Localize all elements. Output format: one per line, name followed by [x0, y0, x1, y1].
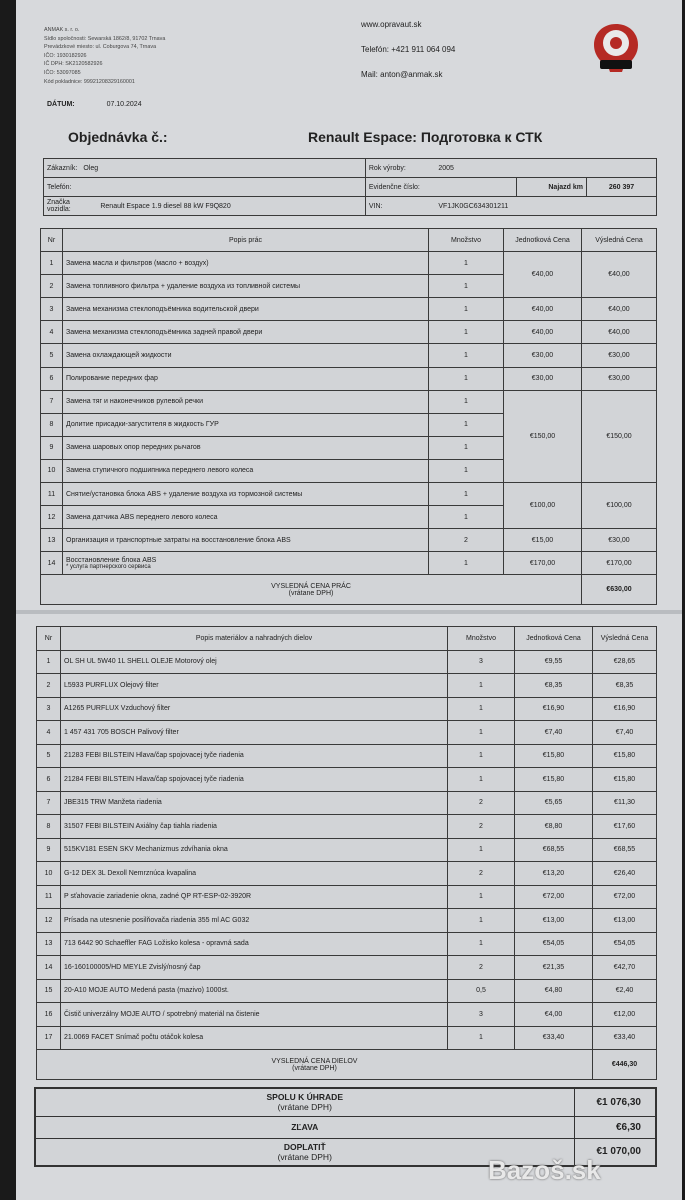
row-nr: 6 [37, 768, 61, 792]
total-sub-text: (vrátane DPH) [288, 589, 334, 597]
logo-banner [600, 60, 632, 69]
row-qty: 1 [429, 367, 504, 390]
table-row [37, 956, 657, 980]
row-qty: 1 [448, 909, 515, 933]
row-total: €40,00 [582, 252, 657, 298]
row-unit: €170,00 [504, 552, 582, 575]
row-nr: 13 [37, 932, 61, 956]
row-total: €40,00 [582, 298, 657, 321]
table-row [37, 815, 657, 839]
row-desc: G-12 DEX 3L Dexoll Nemrznúca kvapalina [61, 862, 448, 886]
table-row [41, 344, 657, 367]
row-total: €100,00 [582, 483, 657, 529]
table-row [41, 483, 657, 506]
col-qty: Množstvo [429, 229, 504, 252]
sum-row [35, 1088, 656, 1116]
contact-info [361, 20, 455, 95]
row-desc: Снятие/установка блока ABS + удаление воздуха из тормозной системы [63, 483, 429, 506]
row-total: €42,70 [593, 956, 657, 980]
row-qty: 2 [448, 791, 515, 815]
row-unit: €4,00 [515, 1003, 593, 1027]
row-desc: Замена ступичного подшипника переднего левого колеса [63, 459, 429, 482]
phone: Telefón: +421 911 064 094 [361, 45, 456, 54]
row-desc: Замена датчика ABS переднего левого колеса [63, 506, 429, 529]
row-nr: 9 [37, 838, 61, 862]
col-total: Výsledná Cena [582, 229, 657, 252]
col-desc: Popis materiálov a nahradných dielov [61, 627, 448, 651]
table-row [37, 862, 657, 886]
row-qty: 1 [429, 298, 504, 321]
materials-header [37, 627, 657, 651]
row-qty: 1 [448, 721, 515, 745]
row-qty: 1 [448, 838, 515, 862]
row-unit: €30,00 [504, 367, 582, 390]
row-total: €72,00 [593, 885, 657, 909]
row-unit: €100,00 [504, 483, 582, 529]
row-unit: €8,35 [515, 674, 593, 698]
row-qty: 1 [429, 436, 504, 459]
date-line [47, 101, 142, 108]
row-nr: 14 [37, 956, 61, 980]
row-qty: 2 [448, 956, 515, 980]
table-row [41, 390, 657, 413]
works-table [40, 228, 657, 605]
row-qty: 1 [448, 768, 515, 792]
row-unit: €13,00 [515, 909, 593, 933]
row-total: €15,80 [593, 744, 657, 768]
works-total-label [41, 575, 582, 605]
row-qty: 1 [448, 674, 515, 698]
row-qty: 1 [448, 697, 515, 721]
works-total-row [41, 575, 657, 605]
row-nr: 11 [41, 483, 63, 506]
materials-total-value: €446,30 [593, 1050, 657, 1080]
date-label: DÁTUM: [47, 101, 75, 108]
row-unit: €33,40 [515, 1026, 593, 1050]
row-qty: 1 [429, 321, 504, 344]
total-label-text: VYSLEDNÁ CENA PRÁC [271, 582, 351, 590]
row-total: €7,40 [593, 721, 657, 745]
col-qty: Množstvo [448, 627, 515, 651]
row-desc: OL SH UL 5W40 1L SHELL OLEJE Motorový olej [61, 650, 448, 674]
customer-label: Zákazník: [44, 159, 81, 178]
km-value: 260 397 [587, 178, 657, 197]
row-desc: 31507 FEBI BILSTEIN Axiálny čap tiahla riadenia [61, 815, 448, 839]
pay-label-text: DOPLATIŤ [283, 1141, 326, 1152]
row-unit: €5,65 [515, 791, 593, 815]
discount-value: €6,30 [574, 1116, 656, 1138]
company-line: IČO: 53097085 [44, 69, 81, 76]
row-total: €15,80 [593, 768, 657, 792]
table-row [37, 979, 657, 1003]
km-label: Najazd km [517, 178, 587, 197]
row-desc: 20-A10 MOJE AUTO Medená pasta (mazivo) 1000st. [61, 979, 448, 1003]
brand-value: Renault Espace 1.9 diesel 88 kW F9Q820 [80, 197, 365, 216]
table-row [37, 650, 657, 674]
table-row [41, 321, 657, 344]
row-unit: €4,80 [515, 979, 593, 1003]
vehicle-title: Renault Espace: Подготовка к СТК [308, 129, 543, 145]
customer-info-table [43, 158, 657, 216]
row-unit: €40,00 [504, 321, 582, 344]
phone-label: Telefón: [44, 178, 366, 197]
row-nr: 15 [37, 979, 61, 1003]
row-qty: 1 [429, 459, 504, 482]
row-qty: 1 [429, 275, 504, 298]
row-unit: €8,80 [515, 815, 593, 839]
discount-row [35, 1116, 656, 1138]
table-row [37, 791, 657, 815]
row-qty: 1 [448, 932, 515, 956]
row-desc: Замена механизма стеклоподъёмника водительской двери [63, 298, 429, 321]
row-total: €150,00 [582, 390, 657, 482]
row-unit: €40,00 [504, 252, 582, 298]
row-total: €54,05 [593, 932, 657, 956]
row-desc: 1 457 431 705 BOSCH Palivový filter [61, 721, 448, 745]
row-total: €17,60 [593, 815, 657, 839]
row-total: €170,00 [582, 552, 657, 575]
materials-total-label [37, 1050, 593, 1080]
row-total: €40,00 [582, 321, 657, 344]
brand-label: Značka vozidla: [44, 197, 81, 216]
row-nr: 5 [41, 344, 63, 367]
vin-label: VIN: [365, 197, 435, 216]
row-nr: 1 [41, 252, 63, 275]
paper-fold [16, 610, 682, 614]
row-qty: 1 [448, 885, 515, 909]
row-qty: 2 [448, 862, 515, 886]
company-line: ANMAK s. r. o. [44, 27, 80, 33]
row-desc: P sťahovacie zariadenie okna, zadné QP RT-ESP-02-3920R [61, 885, 448, 909]
sum-label [35, 1088, 574, 1116]
row-nr: 4 [41, 321, 63, 344]
row-nr: 8 [41, 413, 63, 436]
row-unit: €16,90 [515, 697, 593, 721]
row-unit: €9,55 [515, 650, 593, 674]
table-row [37, 932, 657, 956]
row-qty: 1 [429, 552, 504, 575]
pay-value: €1 070,00 [574, 1138, 656, 1166]
row-note: * услуга партнерского сервиса [66, 563, 151, 570]
row-desc-main: Восстановление блока ABS [66, 556, 157, 564]
row-desc: 21284 FEBI BILSTEIN Hlava/čap spojovacej tyče riadenia [61, 768, 448, 792]
row-nr: 1 [37, 650, 61, 674]
row-qty: 1 [429, 344, 504, 367]
table-row [41, 367, 657, 390]
row-total: €28,65 [593, 650, 657, 674]
row-nr: 11 [37, 885, 61, 909]
row-qty: 1 [448, 1026, 515, 1050]
row-total: €26,40 [593, 862, 657, 886]
table-row [37, 838, 657, 862]
row-unit: €15,00 [504, 529, 582, 552]
row-qty: 1 [429, 390, 504, 413]
table-row [37, 909, 657, 933]
row-total: €30,00 [582, 529, 657, 552]
oprava-aut-logo [591, 22, 641, 74]
row-nr: 3 [37, 697, 61, 721]
row-total: €30,00 [582, 367, 657, 390]
row-nr: 6 [41, 367, 63, 390]
row-unit: €54,05 [515, 932, 593, 956]
row-total: €12,00 [593, 1003, 657, 1027]
row-desc: Замена топливного фильтра + удаление воздуха из топливной системы [63, 275, 429, 298]
row-desc: 515KV181 ESEN SKV Mechanizmus zdvíhania okna [61, 838, 448, 862]
row-total: €33,40 [593, 1026, 657, 1050]
sum-value: €1 076,30 [574, 1088, 656, 1116]
row-nr: 2 [41, 275, 63, 298]
row-nr: 4 [37, 721, 61, 745]
works-header [41, 229, 657, 252]
row-nr: 12 [37, 909, 61, 933]
row-qty: 2 [429, 529, 504, 552]
row-nr: 9 [41, 436, 63, 459]
row-total: €68,55 [593, 838, 657, 862]
company-line: IČO: 1930182926 [44, 52, 87, 59]
row-desc: Замена шаровых опор передних рычагов [63, 436, 429, 459]
row-nr: 14 [41, 552, 63, 575]
row-qty: 1 [429, 252, 504, 275]
company-line: Kód pokladnice: 99921208329160001 [44, 78, 135, 85]
row-qty: 1 [429, 413, 504, 436]
row-desc [63, 552, 429, 575]
col-unit: Jednotková Cena [504, 229, 582, 252]
table-row [37, 674, 657, 698]
col-nr: Nr [41, 229, 63, 252]
table-row [37, 721, 657, 745]
row-qty: 1 [429, 506, 504, 529]
row-desc: Полирование передних фар [63, 367, 429, 390]
customer-name: Oleg [80, 159, 365, 178]
year-label: Rok výroby: [365, 159, 435, 178]
row-qty: 1 [429, 483, 504, 506]
row-nr: 3 [41, 298, 63, 321]
row-desc: Замена тяг и наконечников рулевой речки [63, 390, 429, 413]
row-nr: 8 [37, 815, 61, 839]
row-unit: €15,80 [515, 744, 593, 768]
row-unit: €68,55 [515, 838, 593, 862]
table-row [37, 1003, 657, 1027]
row-unit: €30,00 [504, 344, 582, 367]
row-total: €8,35 [593, 674, 657, 698]
total-label-text: VYSLEDNÁ CENA DIELOV [271, 1057, 358, 1065]
row-unit: €72,00 [515, 885, 593, 909]
row-desc: Замена охлаждающей жидкости [63, 344, 429, 367]
company-info [44, 26, 165, 86]
row-desc: 21283 FEBI BILSTEIN Hlava/čap spojovacej tyče riadenia [61, 744, 448, 768]
pay-sub-text: (vrátane DPH) [277, 1151, 332, 1162]
table-row [41, 298, 657, 321]
sum-sub-text: (vrátane DPH) [277, 1102, 332, 1113]
row-total: €30,00 [582, 344, 657, 367]
table-row [41, 552, 657, 575]
table-row [37, 768, 657, 792]
row-desc: 16-160100005/HD MEYLE Zvislý/nosný čap [61, 956, 448, 980]
website[interactable]: www.opravaut.sk [361, 20, 422, 29]
row-nr: 13 [41, 529, 63, 552]
invoice-sheet [16, 0, 682, 1200]
row-nr: 7 [41, 390, 63, 413]
row-qty: 3 [448, 1003, 515, 1027]
order-title: Objednávka č.: [68, 129, 168, 145]
row-unit: €15,80 [515, 768, 593, 792]
works-total-value: €630,00 [582, 575, 657, 605]
row-desc: Организация и транспортные затраты на восстановление блока ABS [63, 529, 429, 552]
row-nr: 2 [37, 674, 61, 698]
row-nr: 10 [41, 459, 63, 482]
row-qty: 3 [448, 650, 515, 674]
materials-total-row [37, 1050, 657, 1080]
row-nr: 16 [37, 1003, 61, 1027]
table-row [37, 885, 657, 909]
logo-gear-hole [610, 37, 622, 49]
company-line: Sídlo spoločnosti: Sewarská 1862/8, 91702 Trnava [44, 35, 166, 42]
row-desc: JBE315 TRW Manžeta riadenia [61, 791, 448, 815]
col-unit: Jednotková Cena [515, 627, 593, 651]
row-desc: Замена механизма стеклоподъёмника задней правой двери [63, 321, 429, 344]
row-desc: Замена масла и фильтров (масло + воздух) [63, 252, 429, 275]
col-nr: Nr [37, 627, 61, 651]
row-unit: €40,00 [504, 298, 582, 321]
row-nr: 7 [37, 791, 61, 815]
sum-label-text: SPOLU K ÚHRADE [266, 1092, 343, 1103]
row-unit: €150,00 [504, 390, 582, 482]
row-desc: 713 6442 90 Schaeffler FAG Ložisko kolesa - opravná sada [61, 932, 448, 956]
row-unit: €13,20 [515, 862, 593, 886]
row-qty: 0,5 [448, 979, 515, 1003]
row-qty: 1 [448, 744, 515, 768]
col-total: Výsledná Cena [593, 627, 657, 651]
row-unit: €7,40 [515, 721, 593, 745]
row-total: €2,40 [593, 979, 657, 1003]
company-line: Prevádzkové miesto: ul. Coburgova 74, Trnava [44, 44, 157, 51]
company-line: IČ DPH: SK2120582926 [44, 61, 103, 68]
row-total: €11,30 [593, 791, 657, 815]
table-row [41, 252, 657, 275]
row-desc: 21.0069 FACET Snímač počtu otáčok kolesa [61, 1026, 448, 1050]
info-row [44, 159, 657, 178]
row-desc: Prísada na utesnenie posilňovača riadenia 355 ml AC G032 [61, 909, 448, 933]
row-nr: 10 [37, 862, 61, 886]
discount-label: ZĽAVA [35, 1116, 574, 1138]
col-desc: Popis prác [63, 229, 429, 252]
row-desc: Čistič univerzálny MOJE AUTO / spotrebný materiál na čistenie [61, 1003, 448, 1027]
row-desc: A1265 PURFLUX Vzduchový filter [61, 697, 448, 721]
table-row [37, 697, 657, 721]
email[interactable]: Mail: anton@anmak.sk [361, 70, 443, 79]
table-row [37, 1026, 657, 1050]
row-qty: 2 [448, 815, 515, 839]
row-total: €16,90 [593, 697, 657, 721]
info-row [44, 197, 657, 216]
table-row [37, 744, 657, 768]
date-value: 07.10.2024 [106, 101, 142, 108]
row-nr: 17 [37, 1026, 61, 1050]
watermark: Bazoš.sk [488, 1155, 601, 1185]
row-unit: €21,35 [515, 956, 593, 980]
materials-table [36, 626, 657, 1080]
row-total: €13,00 [593, 909, 657, 933]
row-nr: 12 [41, 506, 63, 529]
plate-label: Evidenčne číslo: [365, 178, 516, 197]
row-desc: L5933 PURFLUX Olejový filter [61, 674, 448, 698]
row-desc: Долитие присадки-загустителя в жидкость ГУР [63, 413, 429, 436]
total-sub-text: (vrátane DPH) [292, 1064, 337, 1072]
year-value: 2005 [435, 159, 656, 178]
info-row [44, 178, 657, 197]
table-row [41, 529, 657, 552]
vin-value: VF1JK0GC634301211 [435, 197, 656, 216]
row-nr: 5 [37, 744, 61, 768]
